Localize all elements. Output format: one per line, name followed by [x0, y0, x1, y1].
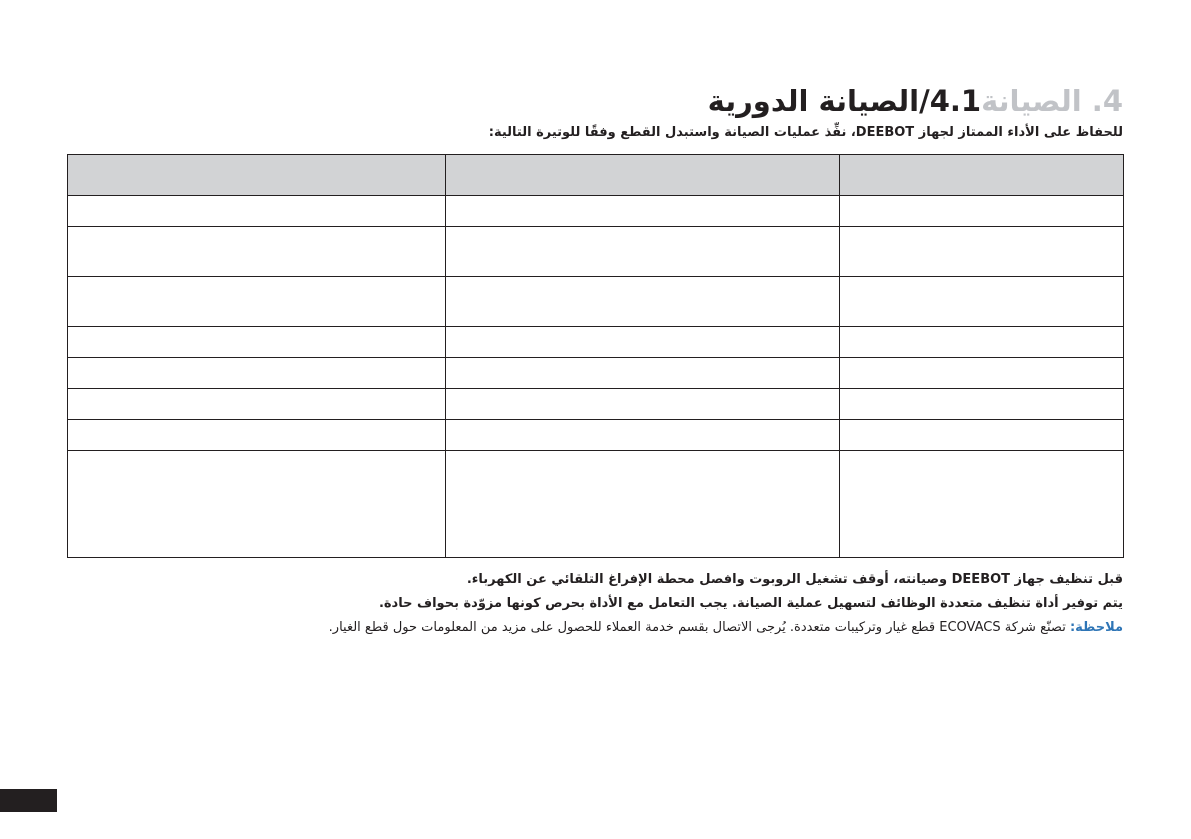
table-cell	[446, 277, 840, 327]
spare-parts-note	[329, 616, 1123, 640]
table-cell	[446, 420, 840, 451]
table-cell	[840, 389, 1124, 420]
table-row	[68, 277, 1124, 327]
maintenance-table	[67, 154, 1124, 558]
table-cell	[840, 227, 1124, 277]
table-row	[68, 358, 1124, 389]
table-cell	[68, 196, 446, 227]
table-row	[68, 420, 1124, 451]
safety-instruction: قبل تنظيف جهاز DEEBOT وصيانته، أوقف تشغيل الروبوت وافصل محطة الإفراغ التلقائي عن الكهرباء.	[466, 572, 1123, 587]
table-cell	[68, 451, 446, 558]
table-cell	[840, 327, 1124, 358]
table-cell	[68, 389, 446, 420]
table-cell	[446, 389, 840, 420]
intro-paragraph: للحفاظ على الأداء الممتاز لجهاز DEEBOT، نفِّذ عمليات الصيانة واستبدل القطع وفقًا للوتيرة التالية:	[488, 125, 1123, 140]
page-heading	[708, 78, 1123, 124]
header-cell-action	[446, 155, 840, 196]
table-cell	[68, 420, 446, 451]
table-cell	[840, 277, 1124, 327]
table-cell	[68, 277, 446, 327]
table-row	[68, 327, 1124, 358]
section-title: 4.1/الصيانة الدورية	[707, 84, 982, 118]
table-cell	[446, 196, 840, 227]
table-cell	[840, 451, 1124, 558]
header-cell-part	[840, 155, 1124, 196]
table-header-row	[68, 155, 1124, 196]
note-text: تصنّع شركة ECOVACS قطع غيار وتركيبات متعددة. يُرجى الاتصال بقسم خدمة العملاء للحصول على مزيد من المعلومات حول قطع الغيار.	[328, 620, 1070, 635]
page-number-tab	[0, 789, 57, 812]
table-cell	[68, 327, 446, 358]
table-row	[68, 451, 1124, 558]
table-cell	[446, 227, 840, 277]
table-cell	[840, 196, 1124, 227]
note-label: ملاحظة:	[1069, 620, 1123, 635]
table-cell	[840, 420, 1124, 451]
tool-instruction: يتم توفير أداة تنظيف متعددة الوظائف لتسهيل عملية الصيانة. يجب التعامل مع الأداة بحرص كونها مزوّدة بحواف حادة.	[378, 596, 1123, 611]
header-cell-frequency	[68, 155, 446, 196]
table-cell	[840, 358, 1124, 389]
table-row	[68, 196, 1124, 227]
table-cell	[68, 227, 446, 277]
table-cell	[446, 451, 840, 558]
chapter-title: 4. الصيانة	[981, 84, 1123, 118]
table-row	[68, 227, 1124, 277]
table-cell	[446, 358, 840, 389]
table-cell	[446, 327, 840, 358]
notes-block	[329, 568, 1123, 640]
table-cell	[68, 358, 446, 389]
table-row	[68, 389, 1124, 420]
